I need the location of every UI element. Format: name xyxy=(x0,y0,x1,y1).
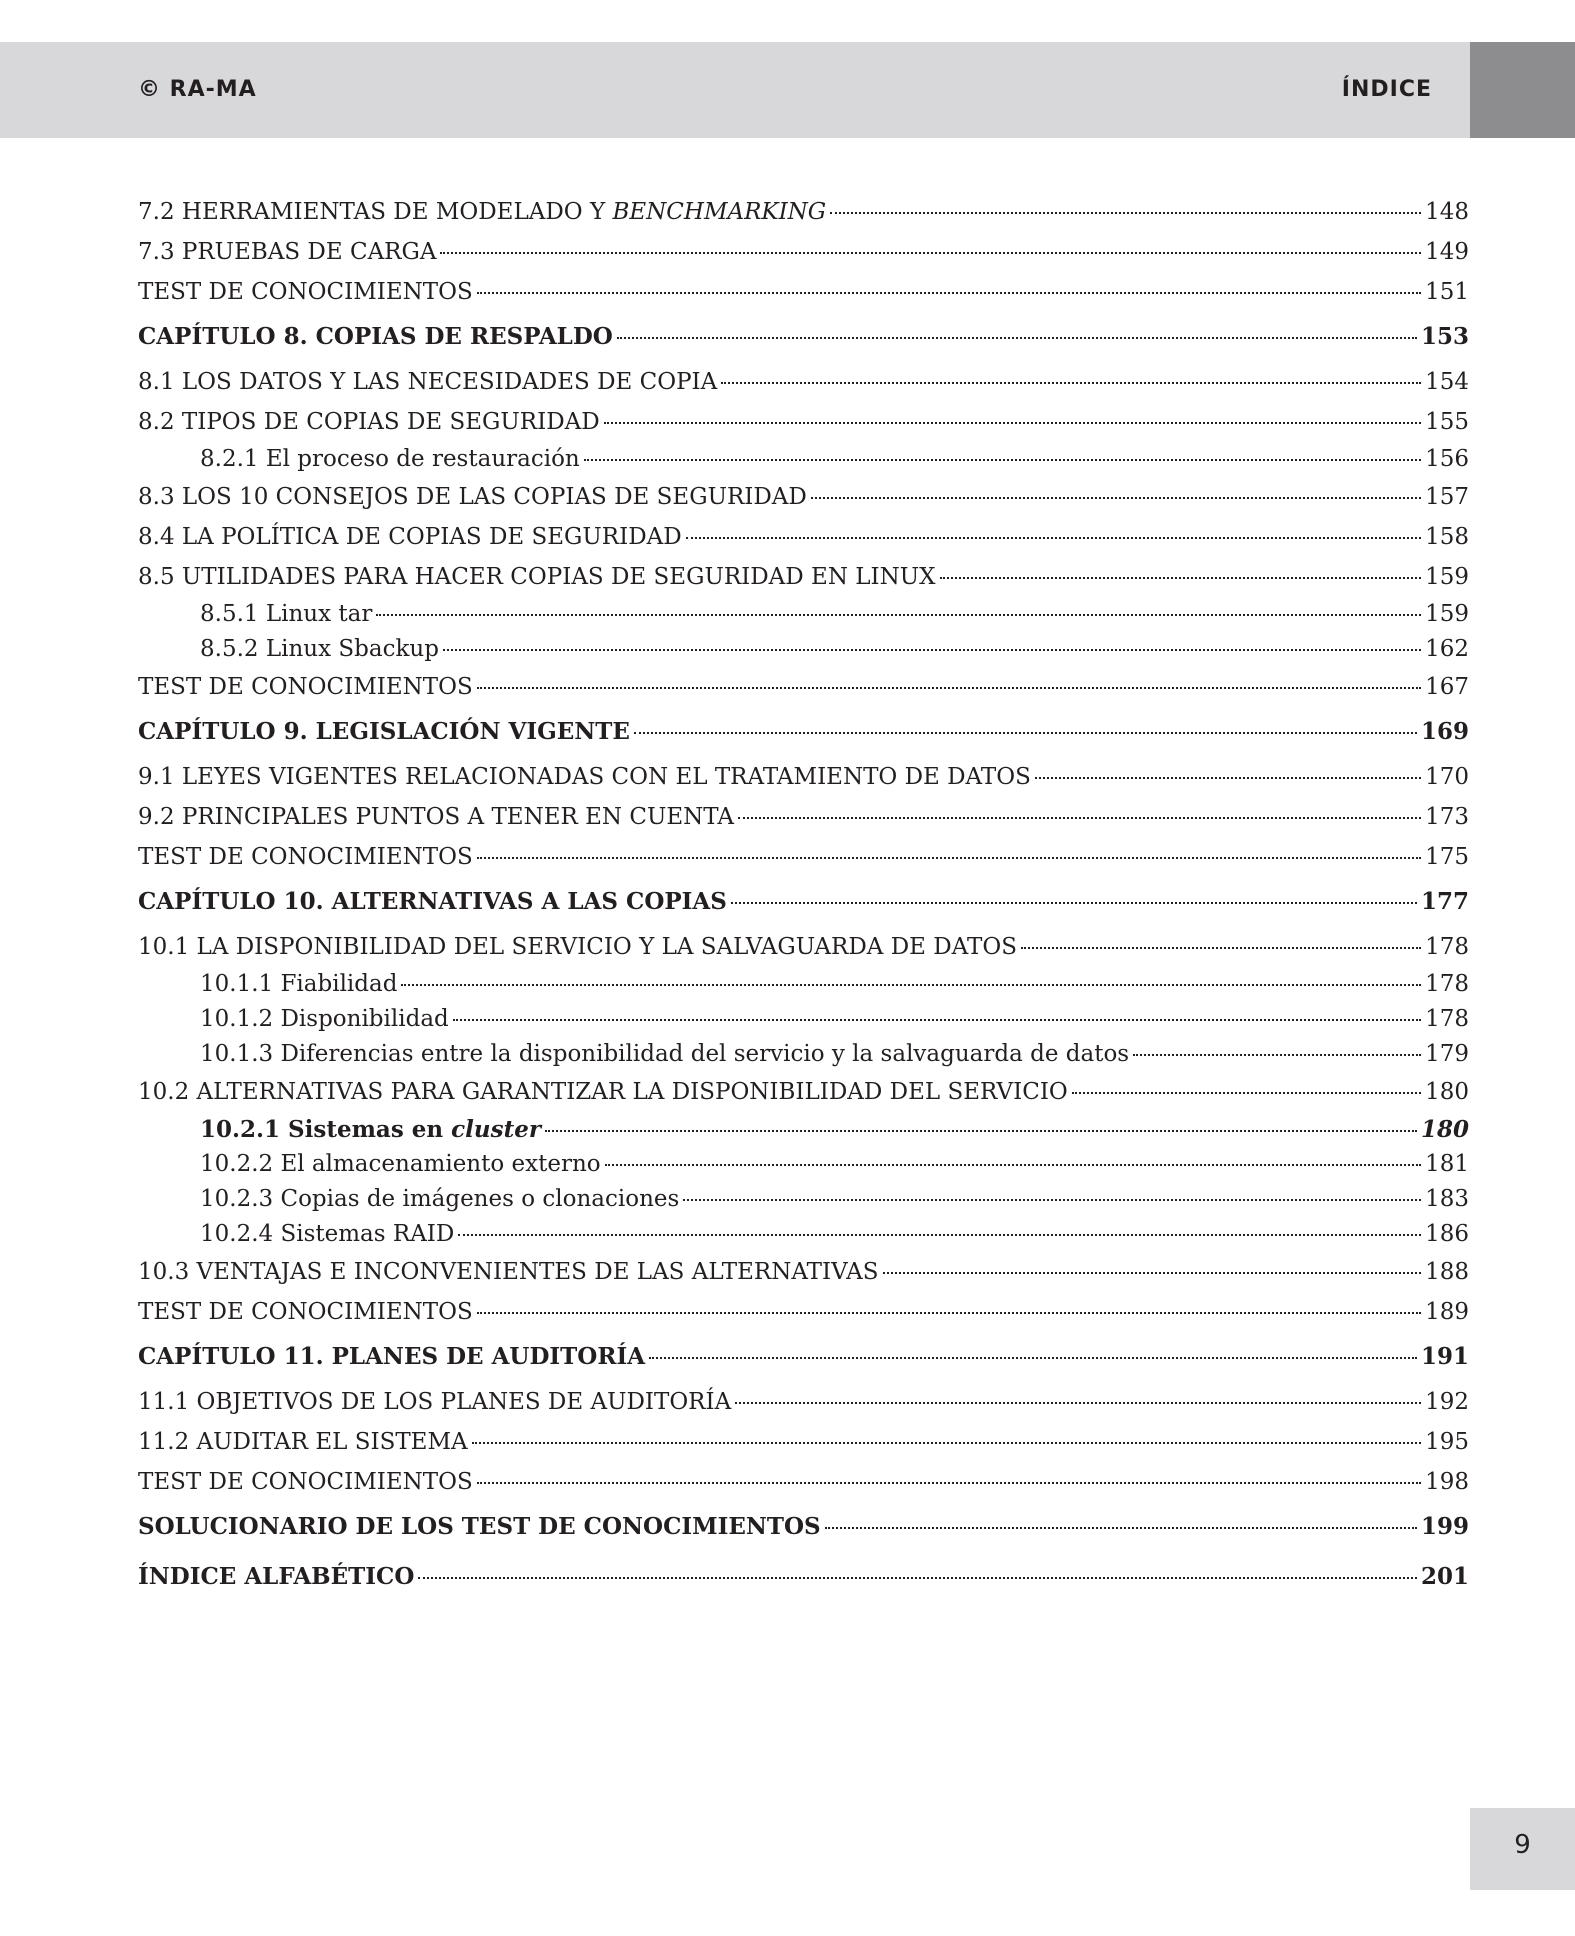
toc-dot-leader xyxy=(477,687,1421,689)
toc-entry[interactable] xyxy=(138,837,1469,877)
toc-entry[interactable] xyxy=(138,1112,1469,1147)
toc-entry[interactable] xyxy=(138,402,1469,442)
toc-dot-leader xyxy=(1021,947,1421,949)
toc-chapter-entry[interactable] xyxy=(138,707,1469,757)
toc-entry-title: 10.1.3 Diferencias entre la disponibilidad del servicio y la salvaguarda de datos xyxy=(200,1041,1130,1067)
toc-page-number: 180 xyxy=(1420,1116,1469,1143)
toc-dot-leader xyxy=(883,1272,1422,1274)
toc-entry[interactable] xyxy=(138,597,1469,632)
toc-dot-leader xyxy=(634,732,1417,734)
toc-page-number: 159 xyxy=(1425,601,1469,627)
toc-page-number: 149 xyxy=(1425,239,1469,265)
toc-dot-leader xyxy=(605,1164,1421,1166)
toc-page-number: 153 xyxy=(1420,323,1469,350)
toc-chapter-entry[interactable] xyxy=(138,877,1469,927)
toc-entry[interactable] xyxy=(138,1422,1469,1462)
toc-page-number: 175 xyxy=(1425,844,1469,870)
toc-entry[interactable] xyxy=(138,1462,1469,1502)
toc-dot-leader xyxy=(830,212,1421,214)
toc-entry-title xyxy=(138,192,826,232)
toc-page-number: 170 xyxy=(1425,764,1469,790)
toc-page-number: 154 xyxy=(1425,369,1469,395)
toc-page-number: 189 xyxy=(1425,1299,1469,1325)
toc-entry-title: 10.2.3 Copias de imágenes o clonaciones xyxy=(200,1186,680,1212)
toc-dot-leader xyxy=(731,902,1417,904)
toc-dot-leader xyxy=(1072,1092,1421,1094)
toc-entry-title: 8.5 UTILIDADES PARA HACER COPIAS DE SEGURIDAD EN LINUX xyxy=(138,564,936,590)
toc-entry-title-emphasis: BENCHMARKING xyxy=(612,199,827,225)
toc-page-number: 151 xyxy=(1425,279,1469,305)
toc-page-number: 195 xyxy=(1425,1429,1469,1455)
toc-entry-title: 8.5.1 Linux tar xyxy=(200,601,373,627)
toc-dot-leader xyxy=(545,1130,1417,1132)
toc-dot-leader xyxy=(443,649,1421,651)
toc-page-number: 177 xyxy=(1420,888,1469,915)
header-section-title: ÍNDICE xyxy=(1341,77,1432,102)
toc-dot-leader xyxy=(440,252,1421,254)
toc-dot-leader xyxy=(604,422,1421,424)
toc-entry[interactable] xyxy=(138,362,1469,402)
table-of-contents xyxy=(138,192,1469,1602)
toc-page-number: 178 xyxy=(1425,934,1469,960)
toc-entry-title: CAPÍTULO 9. LEGISLACIÓN VIGENTE xyxy=(138,718,630,745)
toc-dot-leader xyxy=(940,577,1422,579)
toc-page-number: 148 xyxy=(1425,199,1469,225)
toc-entry-title: 10.1 LA DISPONIBILIDAD DEL SERVICIO Y LA SALVAGUARDA DE DATOS xyxy=(138,934,1017,960)
page-number-box xyxy=(1470,1808,1575,1890)
toc-entry-title: 10.2.2 El almacenamiento externo xyxy=(200,1151,601,1177)
toc-entry-title: 8.2.1 El proceso de restauración xyxy=(200,446,580,472)
toc-entry-title-text: 7.2 HERRAMIENTAS DE MODELADO Y xyxy=(138,199,613,225)
toc-entry-title xyxy=(200,1112,541,1147)
toc-entry-title: TEST DE CONOCIMIENTOS xyxy=(138,1299,473,1325)
toc-entry-title: 10.1.2 Disponibilidad xyxy=(200,1006,449,1032)
header-tab-marker xyxy=(1470,42,1575,138)
toc-page-number: 191 xyxy=(1420,1343,1469,1370)
toc-entry-title: CAPÍTULO 8. COPIAS DE RESPALDO xyxy=(138,323,613,350)
toc-entry-title: ÍNDICE ALFABÉTICO xyxy=(138,1563,415,1590)
toc-dot-leader xyxy=(721,382,1421,384)
toc-dot-leader xyxy=(1133,1054,1421,1056)
toc-entry-title-text: 10.2.1 Sistemas en xyxy=(200,1116,452,1143)
toc-entry-title: 8.1 LOS DATOS Y LAS NECESIDADES DE COPIA xyxy=(138,369,718,395)
toc-page-number: 188 xyxy=(1425,1259,1469,1285)
toc-page-number: 198 xyxy=(1425,1469,1469,1495)
toc-entry-title: 8.3 LOS 10 CONSEJOS DE LAS COPIAS DE SEGURIDAD xyxy=(138,484,807,510)
toc-page-number: 167 xyxy=(1425,674,1469,700)
toc-entry-title: 8.5.2 Linux Sbackup xyxy=(200,636,439,662)
toc-entry[interactable] xyxy=(138,927,1469,967)
toc-entry-title: TEST DE CONOCIMIENTOS xyxy=(138,1469,473,1495)
toc-entry[interactable] xyxy=(138,967,1469,1002)
toc-entry[interactable] xyxy=(138,797,1469,837)
toc-dot-leader xyxy=(683,1199,1421,1201)
toc-chapter-entry[interactable] xyxy=(138,1502,1469,1552)
toc-entry[interactable] xyxy=(138,272,1469,312)
toc-dot-leader xyxy=(584,459,1421,461)
toc-dot-leader xyxy=(453,1019,1421,1021)
toc-dot-leader xyxy=(617,337,1417,339)
toc-page-number: 192 xyxy=(1425,1389,1469,1415)
toc-page-number: 181 xyxy=(1425,1151,1469,1177)
toc-page-number: 162 xyxy=(1425,636,1469,662)
toc-page-number: 183 xyxy=(1425,1186,1469,1212)
toc-entry-title: 10.2 ALTERNATIVAS PARA GARANTIZAR LA DISPONIBILIDAD DEL SERVICIO xyxy=(138,1079,1068,1105)
toc-entry[interactable] xyxy=(138,517,1469,557)
toc-dot-leader xyxy=(401,984,1421,986)
toc-entry[interactable] xyxy=(138,1072,1469,1112)
toc-entry-title: TEST DE CONOCIMIENTOS xyxy=(138,279,473,305)
toc-entry[interactable] xyxy=(138,1002,1469,1037)
toc-entry[interactable] xyxy=(138,1037,1469,1072)
toc-page-number: 201 xyxy=(1420,1563,1469,1590)
toc-entry-title: 9.1 LEYES VIGENTES RELACIONADAS CON EL TRATAMIENTO DE DATOS xyxy=(138,764,1031,790)
toc-entry[interactable] xyxy=(138,1382,1469,1422)
toc-dot-leader xyxy=(825,1527,1417,1529)
toc-page-number: 159 xyxy=(1425,564,1469,590)
toc-page-number: 178 xyxy=(1425,971,1469,997)
toc-page-number: 199 xyxy=(1420,1513,1469,1540)
page-number: 9 xyxy=(1514,1830,1531,1860)
toc-entry-title: SOLUCIONARIO DE LOS TEST DE CONOCIMIENTOS xyxy=(138,1513,821,1540)
toc-entry[interactable] xyxy=(138,1292,1469,1332)
toc-dot-leader xyxy=(477,1312,1421,1314)
toc-page-number: 158 xyxy=(1425,524,1469,550)
toc-dot-leader xyxy=(738,817,1421,819)
toc-entry-title: 8.4 LA POLÍTICA DE COPIAS DE SEGURIDAD xyxy=(138,524,682,550)
toc-dot-leader xyxy=(458,1234,1421,1236)
toc-dot-leader xyxy=(477,1482,1421,1484)
toc-dot-leader xyxy=(376,614,1421,616)
toc-entry[interactable] xyxy=(138,442,1469,477)
toc-entry-title: 10.2.4 Sistemas RAID xyxy=(200,1221,455,1247)
toc-entry-title: 11.2 AUDITAR EL SISTEMA xyxy=(138,1429,468,1455)
toc-entry-title: 8.2 TIPOS DE COPIAS DE SEGURIDAD xyxy=(138,409,600,435)
toc-entry-title: 7.3 PRUEBAS DE CARGA xyxy=(138,239,437,265)
toc-entry-title: 10.3 VENTAJAS E INCONVENIENTES DE LAS ALTERNATIVAS xyxy=(138,1259,879,1285)
header-publisher: © RA-MA xyxy=(138,77,257,102)
toc-chapter-entry[interactable] xyxy=(138,1332,1469,1382)
toc-dot-leader xyxy=(1035,777,1421,779)
toc-chapter-entry[interactable] xyxy=(138,312,1469,362)
toc-chapter-entry[interactable] xyxy=(138,1552,1469,1602)
toc-page-number: 179 xyxy=(1425,1041,1469,1067)
toc-page-number: 186 xyxy=(1425,1221,1469,1247)
toc-dot-leader xyxy=(477,292,1421,294)
toc-entry-title: CAPÍTULO 11. PLANES DE AUDITORÍA xyxy=(138,1343,646,1370)
toc-entry[interactable] xyxy=(138,557,1469,597)
toc-entry-title: TEST DE CONOCIMIENTOS xyxy=(138,844,473,870)
toc-entry[interactable] xyxy=(138,477,1469,517)
toc-entry[interactable] xyxy=(138,232,1469,272)
toc-entry-title: 10.1.1 Fiabilidad xyxy=(200,971,398,997)
toc-dot-leader xyxy=(472,1442,1421,1444)
toc-dot-leader xyxy=(477,857,1421,859)
toc-entry[interactable] xyxy=(138,1182,1469,1217)
toc-entry-title: TEST DE CONOCIMIENTOS xyxy=(138,674,473,700)
toc-entry[interactable] xyxy=(138,1252,1469,1292)
toc-entry[interactable] xyxy=(138,192,1469,232)
toc-entry-title: 11.1 OBJETIVOS DE LOS PLANES DE AUDITORÍA xyxy=(138,1389,732,1415)
toc-page-number: 156 xyxy=(1425,446,1469,472)
toc-dot-leader xyxy=(649,1357,1417,1359)
toc-dot-leader xyxy=(686,537,1421,539)
toc-entry[interactable] xyxy=(138,757,1469,797)
toc-page-number: 180 xyxy=(1425,1079,1469,1105)
toc-entry-title: 9.2 PRINCIPALES PUNTOS A TENER EN CUENTA xyxy=(138,804,734,830)
toc-page-number: 173 xyxy=(1425,804,1469,830)
toc-page-number: 157 xyxy=(1425,484,1469,510)
toc-entry[interactable] xyxy=(138,1147,1469,1182)
toc-dot-leader xyxy=(418,1577,1417,1579)
toc-entry[interactable] xyxy=(138,1217,1469,1252)
toc-entry[interactable] xyxy=(138,632,1469,667)
toc-dot-leader xyxy=(735,1402,1421,1404)
toc-page-number: 178 xyxy=(1425,1006,1469,1032)
toc-dot-leader xyxy=(811,497,1421,499)
toc-page-number: 155 xyxy=(1425,409,1469,435)
toc-entry-title: CAPÍTULO 10. ALTERNATIVAS A LAS COPIAS xyxy=(138,888,727,915)
toc-entry[interactable] xyxy=(138,667,1469,707)
toc-page-number: 169 xyxy=(1420,718,1469,745)
toc-entry-title-emphasis: cluster xyxy=(451,1116,541,1143)
